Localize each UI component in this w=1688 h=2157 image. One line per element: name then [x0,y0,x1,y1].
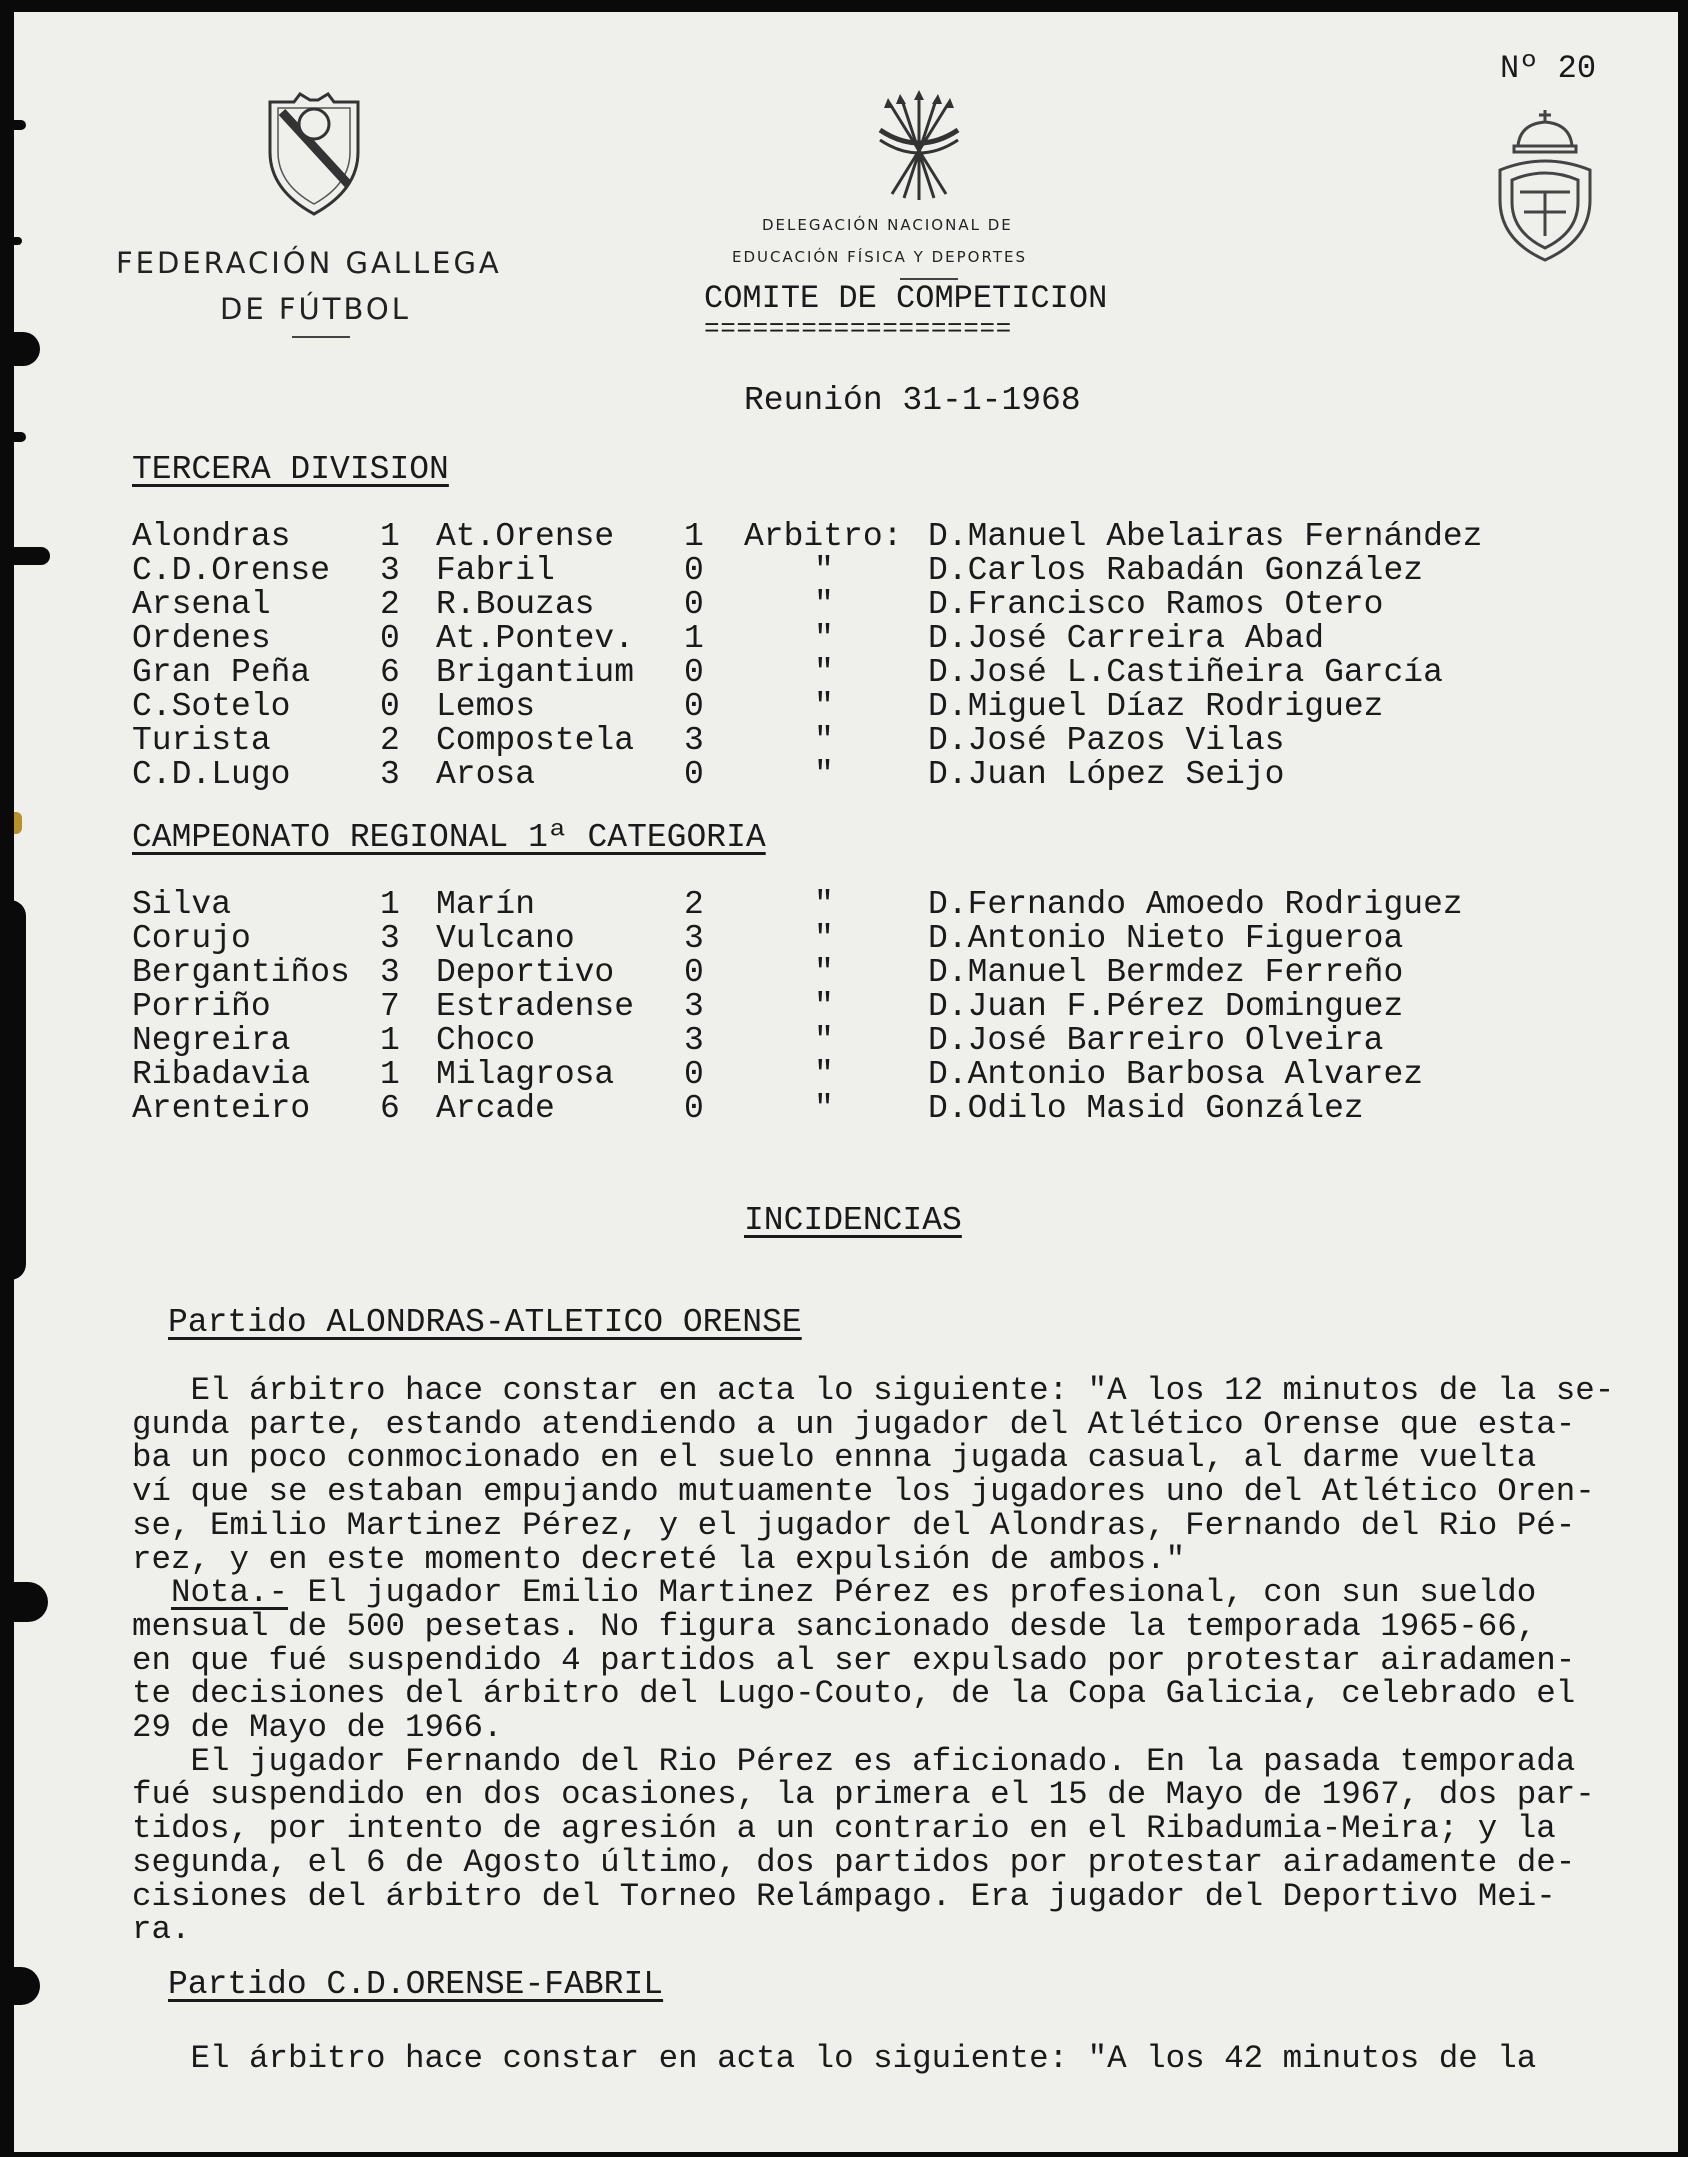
table-row [14,588,1678,622]
away-score: 3 [684,988,704,1025]
referee-name: D.Fernando Amoedo Rodriguez [928,886,1463,923]
text-line: tidos, por intento de agresión a un contrario en el Ribadumia-Meira; y la [132,1810,1556,1848]
home-team: Negreira [132,1022,291,1059]
away-score: 0 [684,552,704,589]
table-row [14,690,1678,724]
away-score: 0 [684,654,704,691]
torn-edge-mark [14,1582,48,1622]
referee-name: D.Juan López Seijo [928,756,1285,793]
text-line: 29 de Mayo de 1966. [132,1709,503,1747]
torn-edge-mark [14,432,26,442]
regional-title: CAMPEONATO REGIONAL 1ª CATEGORIA [132,819,766,856]
document-page [14,12,1678,2152]
federacion-name-line1: FEDERACIÓN GALLEGA [116,246,502,280]
referee-name: D.Antonio Nieto Figueroa [928,920,1404,957]
home-score: 1 [380,1056,400,1093]
referee-label: " [814,620,834,657]
away-score: 1 [684,620,704,657]
referee-label: " [814,688,834,725]
incidencias-title: INCIDENCIAS [744,1202,962,1239]
home-score: 1 [380,886,400,923]
away-team: Estradense [436,988,635,1025]
home-team: Arsenal [132,586,271,623]
referee-name: D.Miguel Díaz Rodriguez [928,688,1384,725]
text-line: ví que se estaban empujando mutuamente los jugadores uno del Atlético Oren- [132,1473,1595,1511]
home-team: Ribadavia [132,1056,311,1093]
torn-edge-mark [14,237,22,245]
away-team: Compostela [436,722,635,759]
home-score: 6 [380,1090,400,1127]
table-row [14,724,1678,758]
table-row [14,956,1678,990]
home-team: Bergantiños [132,954,350,991]
table-row [14,1092,1678,1126]
away-score: 0 [684,1090,704,1127]
home-score: 3 [380,756,400,793]
away-score: 0 [684,688,704,725]
home-team: Ordenes [132,620,271,657]
home-team: C.D.Lugo [132,756,291,793]
referee-name: D.José Pazos Vilas [928,722,1285,759]
text-line: El árbitro hace constar en acta lo siguiente: "A los 12 minutos de la se- [132,1372,1615,1409]
referee-name: D.Antonio Barbosa Alvarez [928,1056,1424,1093]
home-team: Gran Peña [132,654,311,691]
referee-label: " [814,552,834,589]
text-line: ra. [132,1911,191,1949]
table-row [14,656,1678,690]
match2-report [132,2042,1662,2076]
away-score: 0 [684,756,704,793]
referee-name: D.José L.Castiñeira García [928,654,1443,691]
match1-title: Partido ALONDRAS-ATLETICO ORENSE [168,1304,802,1341]
away-team: At.Pontev. [436,620,635,657]
away-team: Arcade [436,1090,555,1127]
referee-label: " [814,920,834,957]
home-team: C.D.Orense [132,552,331,589]
document-number: Nº 20 [1500,50,1597,87]
delegacion-line2: EDUCACIÓN FÍSICA Y DEPORTES [732,248,1027,266]
home-score: 1 [380,518,400,555]
table-row [14,1024,1678,1058]
text-line: gunda parte, estando atendiendo a un jugador del Atlético Orense que esta- [132,1405,1576,1443]
referee-label: " [814,1022,834,1059]
text-line: El jugador Emilio Martinez Pérez es profesional, con sun sueldo [288,1574,1537,1612]
referee-label: " [814,722,834,759]
home-team: Porriño [132,988,271,1025]
text-line: mensual de 500 pesetas. No figura sancionado desde la temporada 1965-66, [132,1607,1537,1645]
away-score: 0 [684,586,704,623]
match2-title: Partido C.D.ORENSE-FABRIL [168,1966,664,2003]
home-score: 0 [380,620,400,657]
torn-edge-mark [14,1967,40,2005]
home-team: Turista [132,722,271,759]
divider [292,336,350,338]
tercera-division-title: TERCERA DIVISION [132,451,449,488]
away-team: Milagrosa [436,1056,615,1093]
referee-label: " [814,988,834,1025]
away-team: Vulcano [436,920,575,957]
away-score: 3 [684,920,704,957]
away-team: Fabril [436,552,555,589]
home-score: 3 [380,954,400,991]
referee-name: D.Manuel Abelairas Fernández [928,518,1483,555]
home-team: Alondras [132,518,291,555]
text-line: se, Emilio Martinez Pérez, y el jugador del Alondras, Fernando del Rio Pé- [132,1506,1576,1544]
referee-label: " [814,954,834,991]
match1-report [132,1374,1662,1947]
table-row [14,922,1678,956]
home-score: 2 [380,586,400,623]
table-row [14,758,1678,792]
referee-label: " [814,1090,834,1127]
referee-name: D.Odilo Masid González [928,1090,1364,1127]
home-score: 6 [380,654,400,691]
torn-edge-mark [14,332,40,366]
torn-edge-mark [14,120,26,130]
away-team: Lemos [436,688,536,725]
home-team: Silva [132,886,232,923]
federacion-shield-logo [264,92,364,216]
away-score: 0 [684,1056,704,1093]
referee-label: " [814,1056,834,1093]
table-row [14,622,1678,656]
referee-label: " [814,586,834,623]
referee-name: D.Juan F.Pérez Dominguez [928,988,1404,1025]
referee-label: " [814,654,834,691]
nota-label: Nota.- [171,1574,289,1612]
home-score: 2 [380,722,400,759]
away-score: 1 [684,518,704,555]
away-team: Brigantium [436,654,635,691]
referee-name: D.José Barreiro Olveira [928,1022,1384,1059]
referee-label: " [814,756,834,793]
away-team: Deportivo [436,954,615,991]
away-score: 0 [684,954,704,991]
home-score: 3 [380,920,400,957]
referee-name: D.José Carreira Abad [928,620,1325,657]
text-line: rez, y en este momento decreté la expulsión de ambos." [132,1540,1186,1578]
rust-mark [14,812,22,834]
table-row [14,520,1678,554]
home-team: C.Sotelo [132,688,291,725]
delegacion-line1: DELEGACIÓN NACIONAL DE [762,216,1013,234]
text-line: El árbitro hace constar en acta lo siguiente: "A los 42 minutos de la [132,2040,1537,2077]
away-score: 3 [684,1022,704,1059]
referee-name: D.Carlos Rabadán González [928,552,1424,589]
yoke-arrows-emblem [876,90,962,206]
away-score: 2 [684,886,704,923]
table-row [14,554,1678,588]
away-team: R.Bouzas [436,586,595,623]
text-line: ba un poco conmocionado en el suelo ennna jugada casual, al darme vuelta [132,1439,1537,1477]
referee-name: D.Francisco Ramos Otero [928,586,1384,623]
table-row [14,990,1678,1024]
away-team: At.Orense [436,518,615,555]
text-line: segunda, el 6 de Agosto último, dos partidos por protestar airadamente de- [132,1843,1576,1881]
home-score: 3 [380,552,400,589]
away-team: Marín [436,886,536,923]
text-line: fué suspendido en dos ocasiones, la primera el 15 de Mayo de 1967, dos par- [132,1776,1595,1814]
away-score: 3 [684,722,704,759]
text-line: te decisiones del árbitro del Lugo-Couto, de la Copa Galicia, celebrado el [132,1675,1576,1713]
referee-name: D.Manuel Bermdez Ferreño [928,954,1404,991]
table-row [14,888,1678,922]
text-line: en que fué suspendido 4 partidos al ser expulsado por protestar airadamen- [132,1641,1576,1679]
committee-title: COMITE DE COMPETICION [704,280,1108,317]
home-team: Arenteiro [132,1090,311,1127]
referee-label: Arbitro: [744,518,903,555]
away-team: Choco [436,1022,536,1059]
federacion-name-line2: DE FÚTBOL [220,292,411,326]
meeting-date: Reunión 31-1-1968 [744,382,1081,419]
text-line: El jugador Fernando del Rio Pérez es aficionado. En la pasada temporada [132,1742,1576,1780]
crown-shield-emblem [1490,108,1600,268]
table-row [14,1058,1678,1092]
referee-label: " [814,886,834,923]
home-score: 0 [380,688,400,725]
home-score: 1 [380,1022,400,1059]
text-line: cisiones del árbitro del Torneo Relámpago. Era jugador del Deportivo Mei- [132,1877,1556,1915]
committee-underline: =================== [704,314,1012,344]
home-score: 7 [380,988,400,1025]
home-team: Corujo [132,920,251,957]
away-team: Arosa [436,756,536,793]
